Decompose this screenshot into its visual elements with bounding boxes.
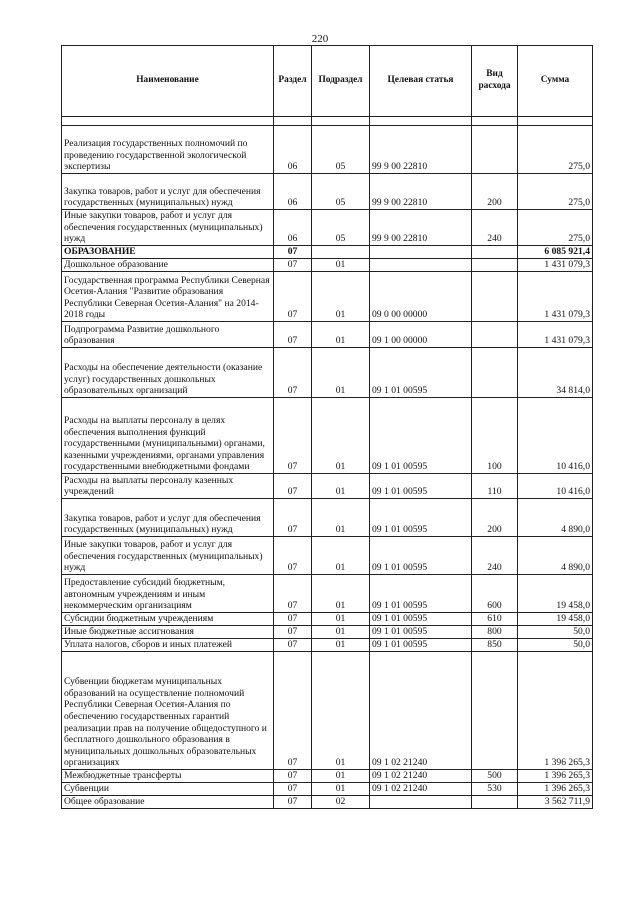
row-podrazdel: 01 [312, 613, 370, 626]
row-razdel: 07 [274, 272, 312, 322]
row-podrazdel: 01 [312, 398, 370, 474]
row-statya: 09 1 02 21240 [370, 783, 472, 796]
row-summa: 1 396 265,3 [518, 770, 593, 783]
header-razdel: Раздел [274, 46, 312, 117]
row-name: Межбюджетные трансферты [62, 770, 274, 783]
row-vid: 110 [472, 474, 518, 499]
header-name: Наименование [62, 46, 274, 117]
row-statya: 09 1 01 00595 [370, 613, 472, 626]
row-razdel: 07 [274, 796, 312, 809]
row-vid [472, 796, 518, 809]
row-podrazdel: 05 [312, 174, 370, 210]
row-statya: 09 1 01 00595 [370, 474, 472, 499]
row-podrazdel: 01 [312, 322, 370, 348]
row-razdel: 07 [274, 246, 312, 259]
row-statya: 99 9 00 22810 [370, 210, 472, 246]
row-podrazdel: 01 [312, 575, 370, 613]
row-statya [370, 796, 472, 809]
row-razdel: 07 [274, 474, 312, 499]
row-razdel: 07 [274, 537, 312, 575]
table-row [62, 126, 593, 174]
table-row [62, 210, 593, 246]
row-vid: 500 [472, 770, 518, 783]
table-row [62, 652, 593, 770]
row-statya: 09 1 00 00000 [370, 322, 472, 348]
row-vid: 240 [472, 210, 518, 246]
row-razdel: 07 [274, 259, 312, 272]
row-name: Государственная программа Республики Северная Осетия-Алания "Развитие образования Республики Северная Осетия-Алания" на 2014-2018 годы [62, 272, 274, 322]
row-summa: 275,0 [518, 210, 593, 246]
row-statya: 09 1 01 00595 [370, 575, 472, 613]
row-statya: 09 1 01 00595 [370, 348, 472, 398]
row-summa: 10 416,0 [518, 398, 593, 474]
table-row [62, 537, 593, 575]
row-summa: 1 396 265,3 [518, 652, 593, 770]
table-row [62, 796, 593, 809]
row-vid: 800 [472, 626, 518, 639]
row-statya [370, 259, 472, 272]
row-vid [472, 322, 518, 348]
row-vid: 850 [472, 639, 518, 652]
header-podrazdel: Подраздел [312, 46, 370, 117]
row-vid [472, 246, 518, 259]
row-name: Реализация государственных полномочий по проведению государственной экологической экспертизы [62, 126, 274, 174]
row-vid [472, 272, 518, 322]
table-row [62, 474, 593, 499]
row-razdel: 07 [274, 499, 312, 537]
row-summa: 275,0 [518, 126, 593, 174]
row-name: Расходы на выплаты персоналу казенных учреждений [62, 474, 274, 499]
row-name: Общее образование [62, 796, 274, 809]
row-razdel: 07 [274, 398, 312, 474]
row-podrazdel: 01 [312, 499, 370, 537]
row-name: Предоставление субсидий бюджетным, автономным учреждениям и иным некоммерческим организациям [62, 575, 274, 613]
row-name: Закупка товаров, работ и услуг для обеспечения государственных (муниципальных) нужд [62, 174, 274, 210]
row-name: Иные закупки товаров, работ и услуг для обеспечения государственных (муниципальных) нужд [62, 210, 274, 246]
row-podrazdel: 02 [312, 796, 370, 809]
row-summa: 6 085 921,4 [518, 246, 593, 259]
row-razdel: 06 [274, 174, 312, 210]
row-summa: 19 458,0 [518, 575, 593, 613]
row-name: Дошкольное образование [62, 259, 274, 272]
row-summa: 50,0 [518, 639, 593, 652]
table-row [62, 272, 593, 322]
row-podrazdel: 01 [312, 272, 370, 322]
table-row [62, 398, 593, 474]
row-podrazdel: 01 [312, 474, 370, 499]
row-summa: 1 396 265,3 [518, 783, 593, 796]
row-razdel: 07 [274, 613, 312, 626]
row-podrazdel: 01 [312, 537, 370, 575]
row-razdel: 07 [274, 652, 312, 770]
table-row [62, 322, 593, 348]
row-vid: 200 [472, 174, 518, 210]
row-vid: 100 [472, 398, 518, 474]
row-statya: 09 1 01 00595 [370, 626, 472, 639]
spacer-row [62, 117, 593, 126]
table-row [62, 499, 593, 537]
row-name: Субвенции бюджетам муниципальных образований на осуществление полномочий Республики Северная Осетия-Алания по обеспечению государственных гарантий реализации прав на получение общедоступного и бесплатного дошкольного образования в муниципальных дошкольных образовательных организациях [62, 652, 274, 770]
row-summa: 1 431 079,3 [518, 272, 593, 322]
row-summa: 10 416,0 [518, 474, 593, 499]
row-statya: 09 1 02 21240 [370, 652, 472, 770]
row-name: Иные закупки товаров, работ и услуг для обеспечения государственных (муниципальных) нужд [62, 537, 274, 575]
row-podrazdel [312, 246, 370, 259]
row-razdel: 07 [274, 783, 312, 796]
row-podrazdel: 01 [312, 348, 370, 398]
row-statya: 09 1 01 00595 [370, 639, 472, 652]
row-name: Уплата налогов, сборов и иных платежей [62, 639, 274, 652]
row-summa: 19 458,0 [518, 613, 593, 626]
row-summa: 275,0 [518, 174, 593, 210]
row-statya: 09 1 02 21240 [370, 770, 472, 783]
row-statya: 99 9 00 22810 [370, 174, 472, 210]
row-name: Субвенции [62, 783, 274, 796]
row-statya: 09 1 01 00595 [370, 537, 472, 575]
row-razdel: 06 [274, 126, 312, 174]
table-row [62, 613, 593, 626]
row-vid [472, 126, 518, 174]
row-statya [370, 246, 472, 259]
row-statya: 09 0 00 00000 [370, 272, 472, 322]
row-summa: 3 562 711,9 [518, 796, 593, 809]
row-podrazdel: 01 [312, 639, 370, 652]
row-statya: 99 9 00 22810 [370, 126, 472, 174]
table-row [62, 783, 593, 796]
row-razdel: 07 [274, 626, 312, 639]
budget-table [61, 45, 593, 809]
table-row [62, 174, 593, 210]
row-vid [472, 652, 518, 770]
row-podrazdel: 01 [312, 783, 370, 796]
header-vid: Вид расхода [472, 46, 518, 117]
row-vid [472, 259, 518, 272]
table-row [62, 575, 593, 613]
row-name: Расходы на выплаты персоналу в целях обеспечения выполнения функций государственными (муниципальными) органами, казенными учреждениями, органами управления государственными внебюджетными фондами [62, 398, 274, 474]
row-razdel: 06 [274, 210, 312, 246]
header-summa: Сумма [518, 46, 593, 117]
row-podrazdel: 01 [312, 259, 370, 272]
row-razdel: 07 [274, 575, 312, 613]
row-name: Расходы на обеспечение деятельности (оказание услуг) государственных дошкольных образовательных организаций [62, 348, 274, 398]
row-summa: 34 814,0 [518, 348, 593, 398]
row-vid: 600 [472, 575, 518, 613]
page-number: 220 [311, 33, 329, 45]
table-row [62, 348, 593, 398]
table-row-section [62, 246, 593, 259]
row-vid [472, 348, 518, 398]
row-podrazdel: 01 [312, 770, 370, 783]
row-razdel: 07 [274, 348, 312, 398]
row-name: Иные бюджетные ассигнования [62, 626, 274, 639]
row-summa: 1 431 079,3 [518, 259, 593, 272]
table-header-row [62, 46, 593, 117]
row-name: Закупка товаров, работ и услуг для обеспечения государственных (муниципальных) нужд [62, 499, 274, 537]
row-podrazdel: 05 [312, 126, 370, 174]
row-vid: 240 [472, 537, 518, 575]
row-statya: 09 1 01 00595 [370, 398, 472, 474]
row-statya: 09 1 01 00595 [370, 499, 472, 537]
row-razdel: 07 [274, 770, 312, 783]
row-razdel: 07 [274, 639, 312, 652]
row-vid: 530 [472, 783, 518, 796]
row-summa: 4 890,0 [518, 537, 593, 575]
row-name: Подпрограмма Развитие дошкольного образования [62, 322, 274, 348]
row-vid: 610 [472, 613, 518, 626]
table-row [62, 639, 593, 652]
row-summa: 4 890,0 [518, 499, 593, 537]
table-row [62, 626, 593, 639]
row-summa: 50,0 [518, 626, 593, 639]
row-razdel: 07 [274, 322, 312, 348]
row-name: Субсидии бюджетным учреждениям [62, 613, 274, 626]
header-statya: Целевая статья [370, 46, 472, 117]
row-podrazdel: 01 [312, 652, 370, 770]
row-summa: 1 431 079,3 [518, 322, 593, 348]
row-podrazdel: 05 [312, 210, 370, 246]
row-name: ОБРАЗОВАНИЕ [62, 246, 274, 259]
row-vid: 200 [472, 499, 518, 537]
table-row [62, 259, 593, 272]
row-podrazdel: 01 [312, 626, 370, 639]
table-row [62, 770, 593, 783]
